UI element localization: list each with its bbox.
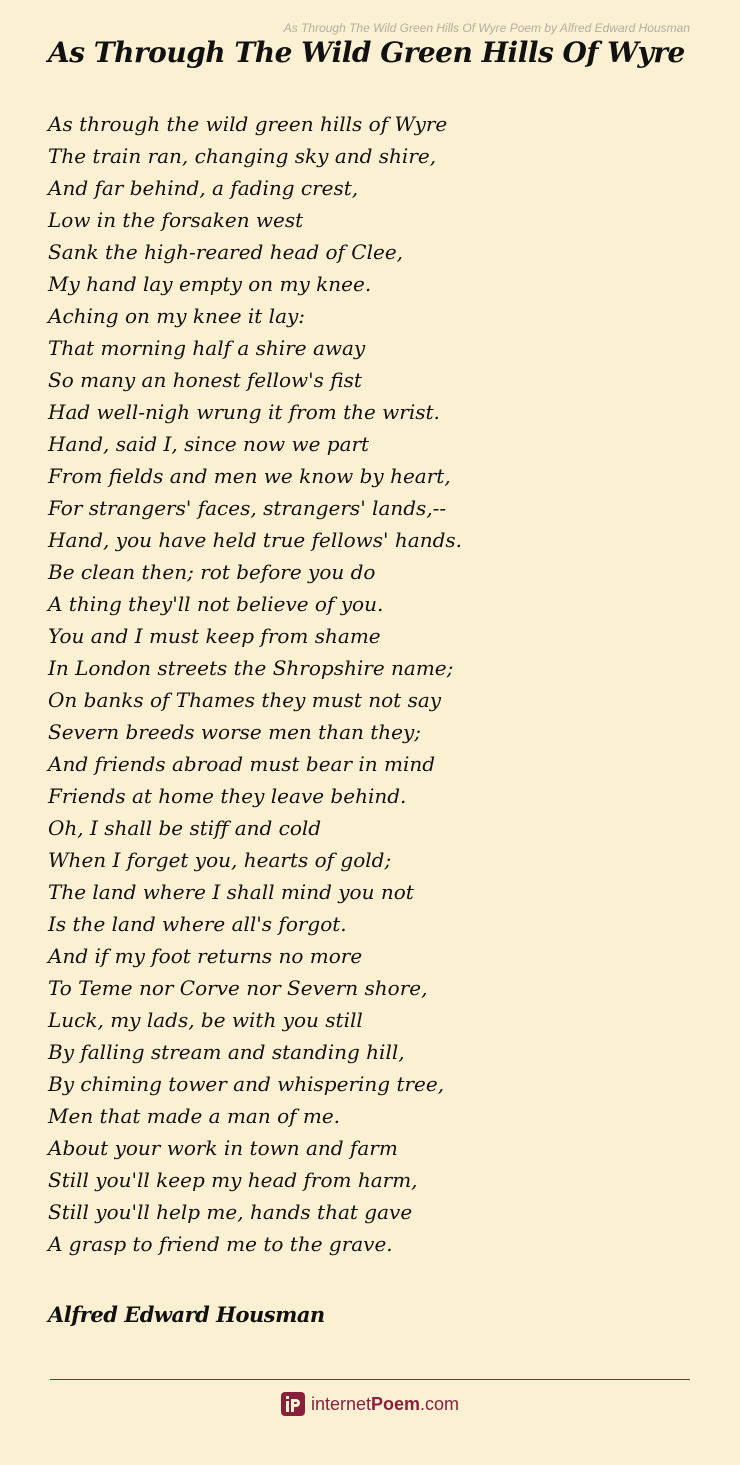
poem-line: In London streets the Shropshire name; [48, 656, 454, 680]
poem-meta-line: As Through The Wild Green Hills Of Wyre Poem by Alfred Edward Housman [283, 21, 690, 35]
footer-divider [50, 1379, 690, 1380]
poem-body [48, 108, 688, 1260]
poem-line: By chiming tower and whispering tree, [48, 1072, 445, 1096]
poem-line: Had well-nigh wrung it from the wrist. [48, 400, 440, 424]
poem-line: As through the wild green hills of Wyre [48, 112, 448, 136]
poem-line: From fields and men we know by heart, [48, 464, 451, 488]
poem-line: When I forget you, hearts of gold; [48, 848, 392, 872]
brand-suffix: .com [420, 1393, 460, 1414]
poem-line: The land where I shall mind you not [48, 880, 414, 904]
poem-line: For strangers' faces, strangers' lands,-- [48, 496, 447, 520]
brand-link[interactable] [311, 1394, 459, 1415]
poem-line: Severn breeds worse men than they; [48, 720, 422, 744]
poem-line: Be clean then; rot before you do [48, 560, 376, 584]
brand-strong: Poem [371, 1393, 421, 1414]
poem-line: By falling stream and standing hill, [48, 1040, 405, 1064]
brand-prefix: internet [310, 1393, 371, 1414]
poem-author: Alfred Edward Housman [48, 1302, 325, 1327]
footer-brand[interactable] [0, 1390, 740, 1418]
poem-line: Sank the high-reared head of Clee, [48, 240, 404, 264]
poem-line: Hand, you have held true fellows' hands. [48, 528, 463, 552]
poem-line: Still you'll keep my head from harm, [48, 1168, 418, 1192]
poem-line: A thing they'll not believe of you. [48, 592, 384, 616]
poem-line: The train ran, changing sky and shire, [48, 144, 437, 168]
poem-line: You and I must keep from shame [48, 624, 381, 648]
poem-line: And if my foot returns no more [48, 944, 363, 968]
poem-line: Luck, my lads, be with you still [48, 1008, 363, 1032]
poem-line: Hand, said I, since now we part [48, 432, 370, 456]
poem-line: So many an honest fellow's fist [48, 368, 362, 392]
poem-line: Friends at home they leave behind. [48, 784, 407, 808]
poem-line: My hand lay empty on my knee. [48, 272, 372, 296]
poem-line: A grasp to friend me to the grave. [48, 1232, 393, 1256]
poem-line: Men that made a man of me. [48, 1104, 341, 1128]
poem-title: As Through The Wild Green Hills Of Wyre [48, 36, 685, 69]
ip-logo-icon [281, 1392, 305, 1416]
poem-line: Aching on my knee it lay: [48, 304, 306, 328]
poem-line: And friends abroad must bear in mind [48, 752, 436, 776]
poem-line: Oh, I shall be stiff and cold [48, 816, 322, 840]
poem-line: And far behind, a fading crest, [48, 176, 359, 200]
poem-line: To Teme nor Corve nor Severn shore, [48, 976, 428, 1000]
poem-line: Is the land where all's forgot. [48, 912, 347, 936]
poem-line: Still you'll help me, hands that gave [48, 1200, 413, 1224]
poem-line: On banks of Thames they must not say [48, 688, 442, 712]
poem-line: Low in the forsaken west [48, 208, 304, 232]
poem-line: That morning half a shire away [48, 336, 366, 360]
poem-line: About your work in town and farm [48, 1136, 398, 1160]
